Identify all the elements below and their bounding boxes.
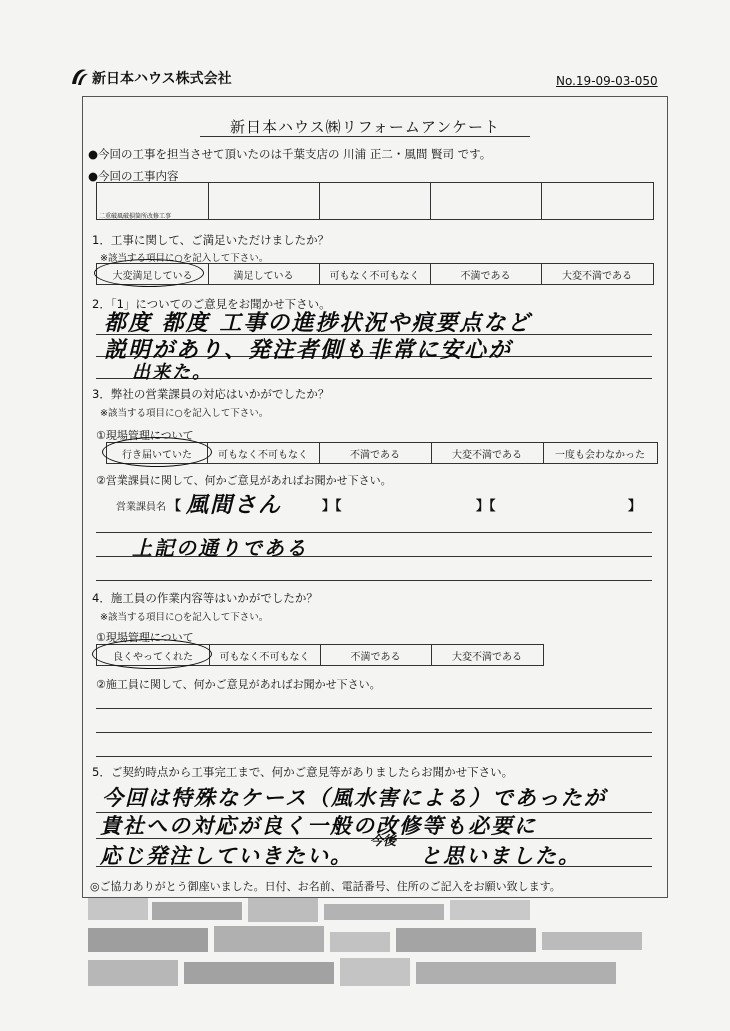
q5-answer-line3: 応じ発注していきたい。 bbox=[100, 843, 353, 868]
q5-title: 5．ご契約時点から工事完工まで、何かご意見等がありましたらお聞かせ下さい。 bbox=[92, 765, 514, 779]
redacted-personal-info bbox=[88, 898, 660, 994]
q2-title: 2．「1」についてのご意見をお聞かせ下さい。 bbox=[92, 297, 331, 311]
q2-answer-line1: 都度 都度 工事の進捗状況や痕要点など bbox=[104, 310, 532, 336]
q3-option-5[interactable]: 一度も会わなかった bbox=[555, 449, 645, 461]
work-label: ●今回の工事内容 bbox=[88, 169, 179, 183]
q5-answer-insert: 今後 bbox=[370, 834, 397, 849]
company-logo bbox=[68, 66, 90, 88]
q1-option-3[interactable]: 可もなく不可もなく bbox=[329, 270, 420, 282]
q4-option-3[interactable]: 不満である bbox=[350, 651, 401, 663]
closing-text: ◎ご協力ありがとう御座いました。日付、お名前、電話番号、住所のご記入をお願い致します。 bbox=[90, 880, 561, 893]
q1-option-1[interactable]: 大変満足している bbox=[112, 270, 193, 282]
q5-answer-line3-end: と思いました。 bbox=[420, 843, 581, 868]
q3-answer: 上記の通りである bbox=[132, 536, 308, 560]
q1-option-4[interactable]: 不満である bbox=[460, 270, 511, 282]
staff-bracket-4: 】 bbox=[628, 499, 642, 514]
q3-sub1: ①現場管理について bbox=[96, 429, 194, 442]
q4-sub1: ①現場管理について bbox=[96, 631, 194, 644]
work-item: 二重破風破損箇所改修工事 bbox=[99, 213, 172, 220]
q3-option-4[interactable]: 大変不満である bbox=[452, 449, 522, 461]
q3-selected-circle bbox=[102, 437, 212, 467]
staff-bracket-2: 】【 bbox=[322, 499, 342, 514]
company-name: 新日本ハウス株式会社 bbox=[92, 71, 232, 87]
q4-option-4[interactable]: 大変不満である bbox=[452, 651, 522, 663]
staff-name: 風間さん bbox=[186, 492, 283, 518]
q4-option-1[interactable]: 良くやってくれた bbox=[113, 651, 193, 663]
q1-selected-circle bbox=[94, 259, 204, 287]
form-title: 新日本ハウス㈱リフォームアンケート bbox=[230, 118, 500, 136]
q3-option-2[interactable]: 可もなく不可もなく bbox=[218, 449, 308, 461]
document-number: No.19-09-03-050 bbox=[556, 74, 658, 88]
q4-option-2[interactable]: 可もなく不可もなく bbox=[219, 651, 310, 663]
q1-note: ※該当する項目に○を記入して下さい。 bbox=[100, 253, 269, 264]
intro-text: ●今回の工事を担当させて頂いたのは千葉支店の 川浦 正二・風間 賢司 です。 bbox=[88, 147, 492, 161]
q5-answer-line1: 今回は特殊なケース（風水害による）であったが bbox=[102, 785, 607, 810]
staff-label: 営業課員名 bbox=[116, 502, 166, 513]
logo-mark-icon bbox=[68, 66, 90, 88]
q4-title: 4．施工員の作業内容等はいかがでしたか？ bbox=[92, 591, 318, 605]
title-underline bbox=[200, 136, 530, 137]
q1-option-5[interactable]: 大変不満である bbox=[562, 270, 632, 282]
q3-title: 3．弊社の営業課員の対応はいかがでしたか？ bbox=[92, 387, 330, 401]
q2-answer-line2: 説明があり、発注者側も非常に安心が bbox=[104, 337, 513, 363]
q5-answer-line2: 貴社への対応が良く一般の改修等も必要に bbox=[100, 813, 537, 838]
q1-option-2[interactable]: 満足している bbox=[233, 270, 294, 282]
q3-option-1[interactable]: 行き届いていた bbox=[122, 449, 192, 461]
staff-bracket-3: 】【 bbox=[476, 499, 496, 514]
q2-answer-line3: 出来た。 bbox=[132, 362, 212, 383]
q4-selected-circle bbox=[92, 639, 212, 669]
work-table bbox=[96, 182, 654, 220]
q4-sub2: ②施工員に関して、何かご意見があればお聞かせ下さい。 bbox=[96, 678, 381, 691]
q1-title: 1．工事に関して、ご満足いただけましたか？ bbox=[92, 233, 330, 247]
q3-option-3[interactable]: 不満である bbox=[350, 449, 400, 461]
staff-bracket-1: 【 bbox=[168, 499, 182, 514]
q4-note: ※該当する項目に○を記入して下さい。 bbox=[100, 612, 269, 623]
q3-sub2: ②営業課員に関して、何かご意見があればお聞かせ下さい。 bbox=[96, 474, 392, 487]
q3-note: ※該当する項目に○を記入して下さい。 bbox=[100, 408, 269, 419]
